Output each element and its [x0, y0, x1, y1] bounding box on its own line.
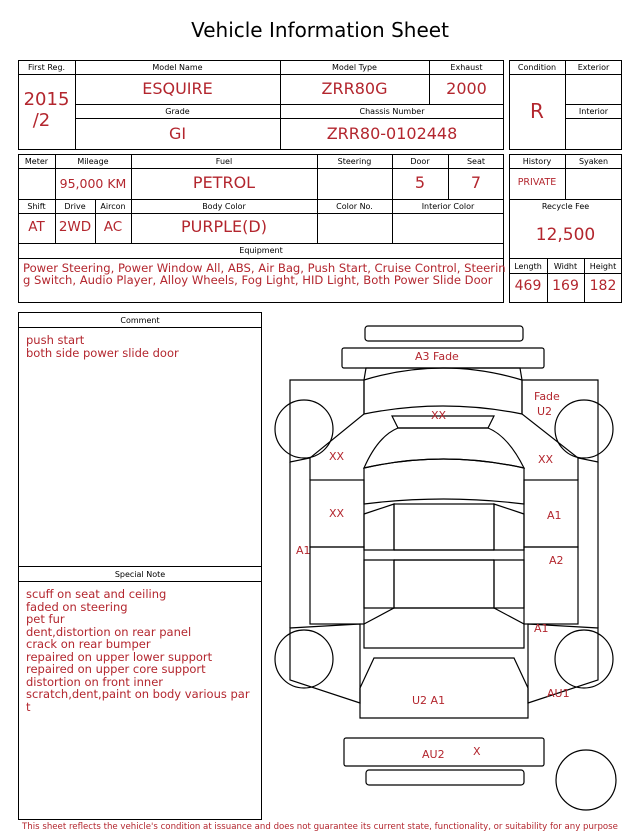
left-front-fender: [290, 380, 364, 462]
door-header: Door: [410, 157, 430, 166]
interior-header: Interior: [578, 107, 609, 116]
first-reg-header: First Reg.: [27, 63, 66, 72]
mark-front-top: A3 Fade: [415, 350, 459, 363]
page-title: Vehicle Information Sheet: [191, 18, 449, 42]
model-type-value: ZRR80G: [321, 79, 388, 98]
disclaimer-footer: This sheet reflects the vehicle's condition at issuance and does not guarantee its current state, functionality, or suitability for any purpose: [22, 822, 618, 832]
drive-value: 2WD: [58, 219, 92, 235]
chassis-number-header: Chassis Number: [359, 107, 425, 116]
mark-rear-bumper: AU2: [422, 748, 445, 761]
body-color-value: PURPLE(D): [181, 217, 267, 236]
color-no-header: Color No.: [336, 202, 373, 211]
comment-header: Comment: [120, 316, 160, 325]
mileage-value: 95,000 KM: [59, 176, 127, 191]
car-damage-diagram: [268, 318, 630, 818]
chassis-number-value: ZRR80-0102448: [326, 124, 458, 143]
left-rear-door: [310, 547, 364, 624]
exhaust-value: 2000: [446, 79, 487, 98]
body-color-header: Body Color: [202, 202, 246, 211]
history-value: PRIVATE: [517, 177, 557, 188]
exterior-header: Exterior: [577, 63, 610, 72]
height-header: Height: [589, 262, 617, 271]
rear-roof: [394, 560, 494, 608]
grade-value: GI: [168, 124, 187, 143]
mark-right-front-door: A1: [547, 509, 562, 522]
mark-roof: XX: [431, 409, 447, 422]
mark-right-front-fender: XX: [538, 453, 554, 466]
exhaust-header: Exhaust: [450, 63, 483, 72]
rear-window: [364, 608, 524, 648]
model-name-header: Model Name: [152, 63, 203, 72]
width-value: 169: [552, 278, 579, 294]
grade-header: Grade: [165, 107, 190, 116]
condition-value: R: [530, 99, 544, 123]
length-header: Length: [514, 262, 542, 271]
interior-color-header: Interior Color: [421, 202, 475, 211]
roof-rear: [394, 504, 494, 550]
comment-text: push start both side power slide door: [26, 333, 179, 360]
right-front-wheel: [555, 400, 613, 458]
meter-header: Meter: [24, 157, 49, 166]
first-reg-month: /2: [32, 110, 51, 131]
mark-right-rear-fender: AU1: [547, 687, 570, 700]
equipment-line-2: g Switch, Audio Player, Alloy Wheels, Fog Light, HID Light, Both Power Slide Door: [23, 273, 493, 287]
shift-value: AT: [28, 219, 45, 235]
length-value: 469: [514, 278, 542, 294]
left-rear-wheel: [275, 630, 333, 688]
history-header: History: [522, 157, 552, 166]
drive-header: Drive: [64, 202, 86, 211]
condition-header: Condition: [517, 63, 557, 72]
recycle-fee-header: Recycle Fee: [541, 202, 590, 211]
mark-rear-panel: U2 A1: [412, 694, 446, 707]
mark-left-front-fender: XX: [329, 450, 345, 463]
syaken-header: Syaken: [578, 157, 609, 166]
mark-right-mid: A2: [549, 554, 564, 567]
left-front-wheel: [275, 400, 333, 458]
left-rear-fender: [290, 624, 360, 703]
fuel-value: PETROL: [192, 173, 256, 192]
special-note-text: scuff on seat and ceiling faded on steering pet fur dent,distortion on rear panel crack on rear bumper repaired on upper lower support repaired on upper core support distortion on front inner scratch,dent,paint on body various par t: [26, 587, 250, 714]
first-reg-year: 2015: [23, 89, 70, 110]
aircon-header: Aircon: [100, 202, 126, 211]
special-note-header: Special Note: [114, 570, 166, 579]
mark-left-front-door: XX: [329, 507, 345, 520]
seat-header: Seat: [466, 157, 486, 166]
mark-right-front-u2: U2: [537, 405, 553, 418]
roof: [364, 459, 524, 504]
model-name-value: ESQUIRE: [142, 79, 213, 98]
shift-header: Shift: [27, 202, 46, 211]
equipment-line-1: Power Steering, Power Window All, ABS, Air Bag, Push Start, Cruise Control, Steerin: [23, 261, 506, 275]
mark-rear-bumper-x: X: [473, 745, 481, 758]
recycle-fee-value: 12,500: [535, 225, 596, 245]
fuel-header: Fuel: [215, 157, 233, 166]
aircon-value: AC: [103, 219, 123, 235]
mileage-header: Mileage: [77, 157, 109, 166]
mark-right-front-fade: Fade: [534, 390, 560, 403]
hood: [364, 368, 522, 414]
mark-right-rear-door: A1: [534, 622, 549, 635]
spare-wheel: [556, 750, 616, 810]
front-bumper-top: [365, 326, 523, 341]
door-value: 5: [414, 173, 426, 192]
windshield: [364, 428, 524, 468]
height-value: 182: [589, 278, 617, 294]
seat-value: 7: [470, 173, 482, 192]
width-header: Widht: [553, 262, 578, 271]
steering-header: Steering: [337, 157, 372, 166]
equipment-header: Equipment: [239, 246, 283, 255]
rear-panel: [360, 658, 528, 718]
rear-step: [366, 770, 524, 785]
right-rear-wheel: [555, 630, 613, 688]
mark-left-rocker: A1: [296, 544, 311, 557]
model-type-header: Model Type: [332, 63, 377, 72]
